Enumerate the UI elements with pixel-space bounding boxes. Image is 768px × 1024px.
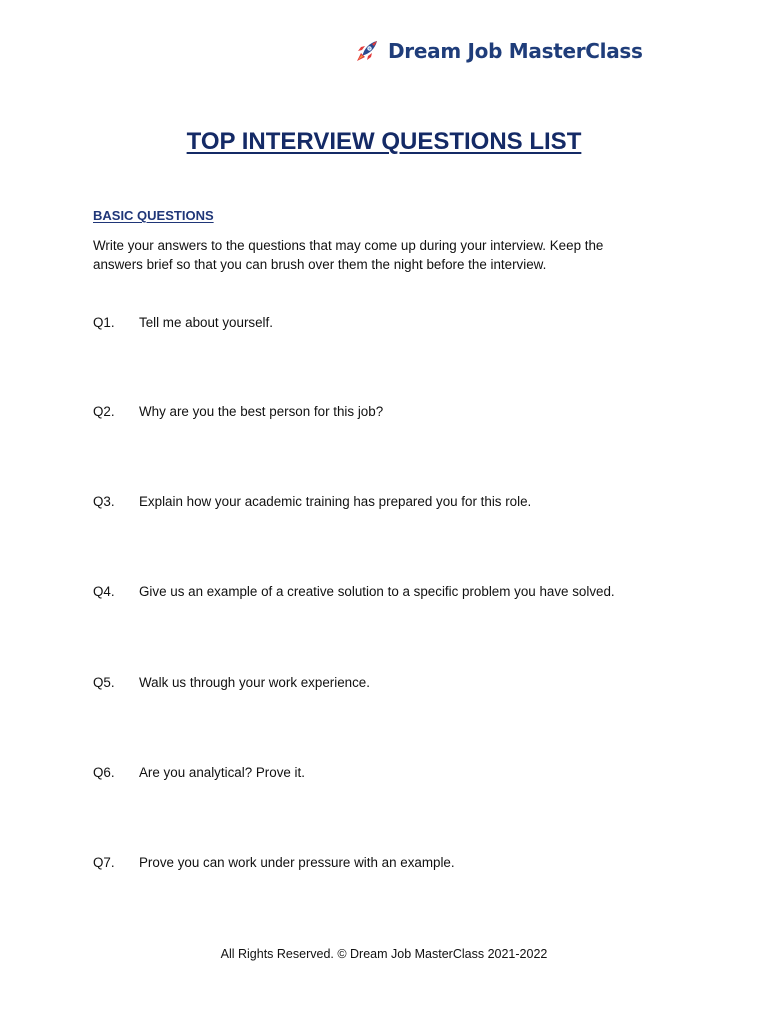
question-text: Give us an example of a creative solution to a specific problem you have solved. xyxy=(139,584,615,599)
page-footer: All Rights Reserved. © Dream Job MasterClass 2021-2022 xyxy=(220,947,548,961)
question-text: Are you analytical? Prove it. xyxy=(139,765,305,780)
question-item xyxy=(93,403,683,421)
section-intro: Write your answers to the questions that may come up during your interview. Keep the answers brief so that you can brush over them the night before the interview. xyxy=(93,238,604,272)
question-number: Q5. xyxy=(93,675,115,690)
question-number: Q1. xyxy=(93,315,115,330)
rocket-icon xyxy=(354,38,380,64)
question-item xyxy=(93,583,683,601)
question-item xyxy=(93,854,683,872)
question-number: Q4. xyxy=(93,584,115,599)
question-number: Q3. xyxy=(93,494,115,509)
brand-header xyxy=(354,38,643,64)
question-number: Q2. xyxy=(93,404,115,419)
question-item xyxy=(93,314,683,332)
question-item xyxy=(93,764,683,782)
question-text: Why are you the best person for this job? xyxy=(139,404,384,419)
question-text: Explain how your academic training has prepared you for this role. xyxy=(139,494,532,509)
brand-name: Dream Job MasterClass xyxy=(388,39,643,63)
page-title: TOP INTERVIEW QUESTIONS LIST xyxy=(186,128,582,155)
question-text: Walk us through your work experience. xyxy=(139,675,370,690)
question-text: Prove you can work under pressure with an example. xyxy=(139,855,455,870)
question-number: Q6. xyxy=(93,765,115,780)
question-text: Tell me about yourself. xyxy=(139,315,273,330)
section-heading: BASIC QUESTIONS xyxy=(93,208,214,223)
question-item xyxy=(93,493,683,511)
question-number: Q7. xyxy=(93,855,115,870)
question-item xyxy=(93,674,683,692)
